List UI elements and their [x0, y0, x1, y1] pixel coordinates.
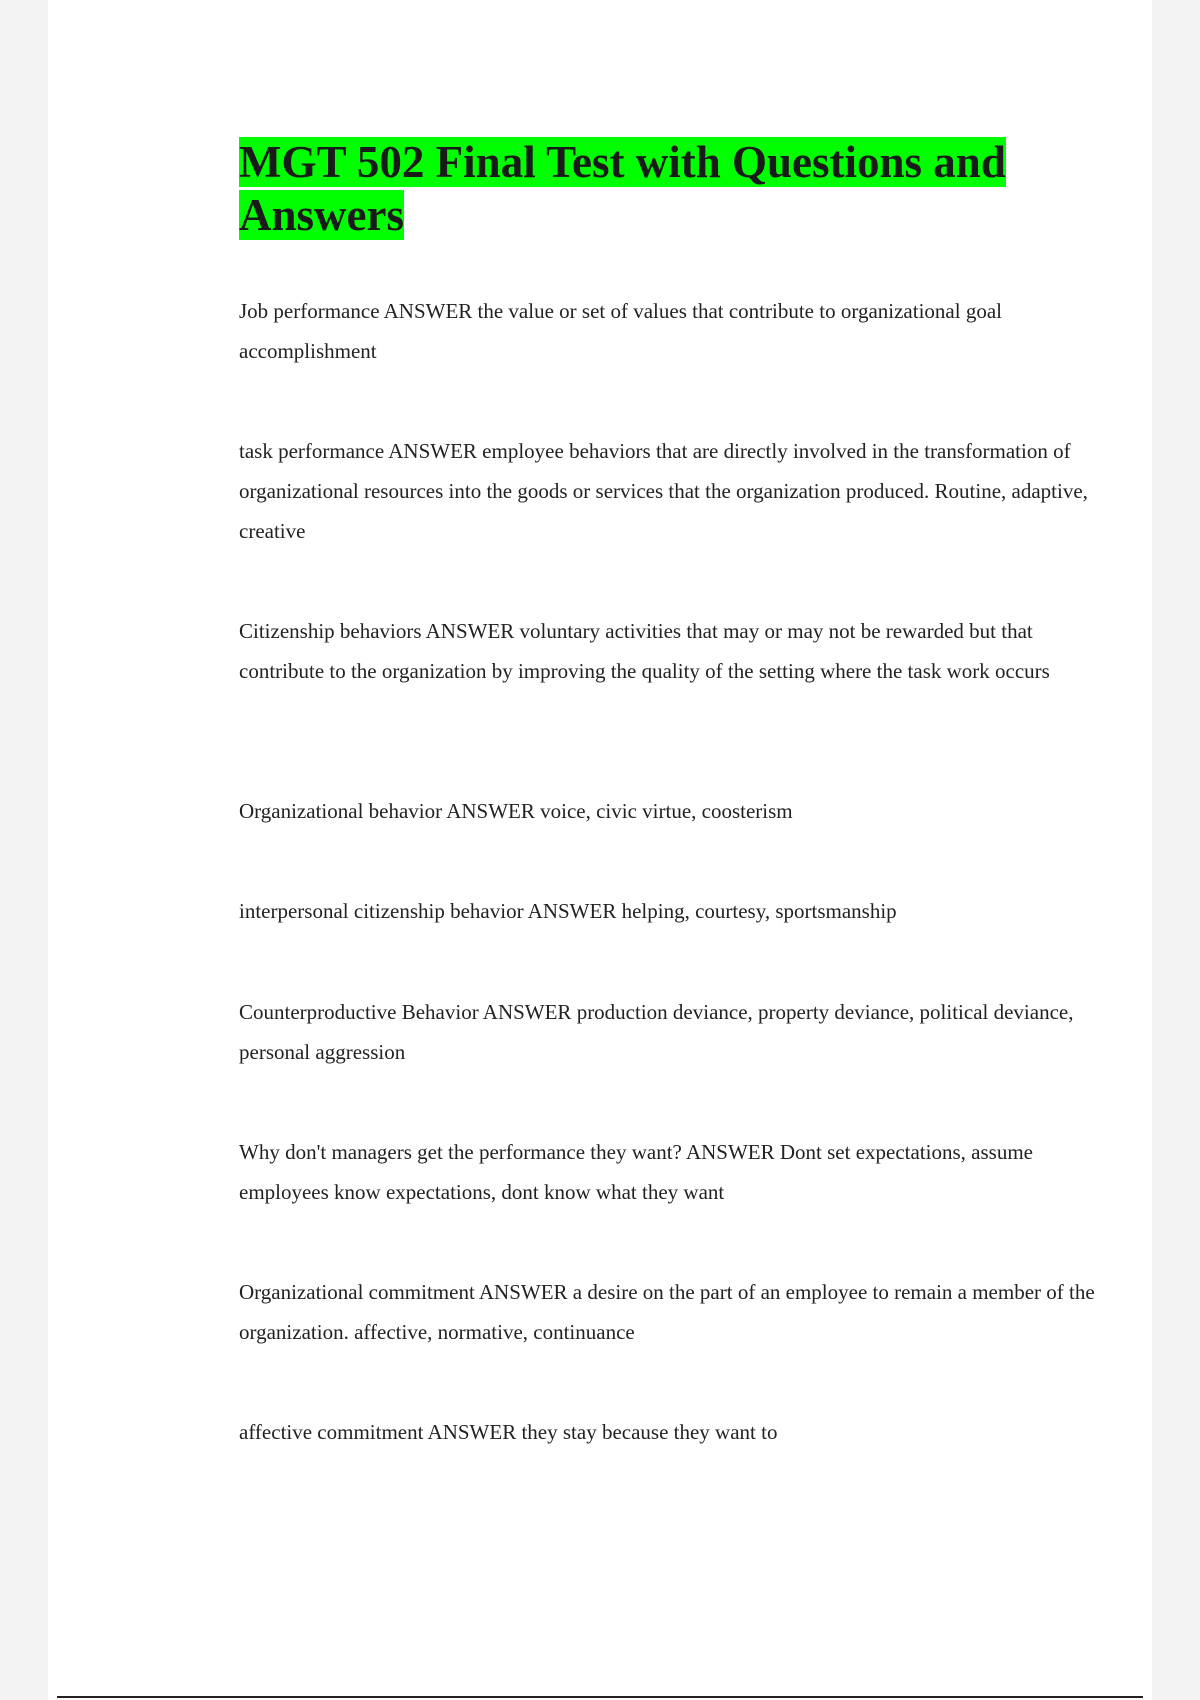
- qa-entry-managers-performance: Why don't managers get the performance they want? ANSWER Dont set expectations, assume employees know expectations, dont know what they want: [239, 1140, 1033, 1204]
- qa-entry-counterproductive-behavior: Counterproductive Behavior ANSWER production deviance, property deviance, political deviance, personal aggression: [239, 1000, 1074, 1064]
- qa-entry-job-performance: Job performance ANSWER the value or set of values that contribute to organizational goal accomplishment: [239, 299, 1002, 363]
- qa-entry-task-performance: task performance ANSWER employee behaviors that are directly involved in the transformation of organizational resources into the goods or services that the organization produced. Routine, adaptive, creative: [239, 439, 1088, 543]
- bottom-rule-divider: [57, 1696, 1143, 1698]
- qa-entry-organizational-behavior: Organizational behavior ANSWER voice, civic virtue, coosterism: [239, 799, 793, 823]
- title-highlight: MGT 502 Final Test with Questions and Answers: [239, 137, 1006, 240]
- document-title: [239, 136, 1039, 242]
- qa-entry-citizenship-behaviors: Citizenship behaviors ANSWER voluntary activities that may or may not be rewarded but that contribute to the organization by improving the quality of the setting where the task work occurs: [239, 619, 1050, 683]
- document-page: [48, 0, 1152, 1700]
- qa-entry-organizational-commitment: Organizational commitment ANSWER a desire on the part of an employee to remain a member of the organization. affective, normative, continuance: [239, 1280, 1095, 1344]
- qa-entry-affective-commitment: affective commitment ANSWER they stay because they want to: [239, 1420, 778, 1444]
- qa-entry-interpersonal-citizenship: interpersonal citizenship behavior ANSWER helping, courtesy, sportsmanship: [239, 899, 897, 923]
